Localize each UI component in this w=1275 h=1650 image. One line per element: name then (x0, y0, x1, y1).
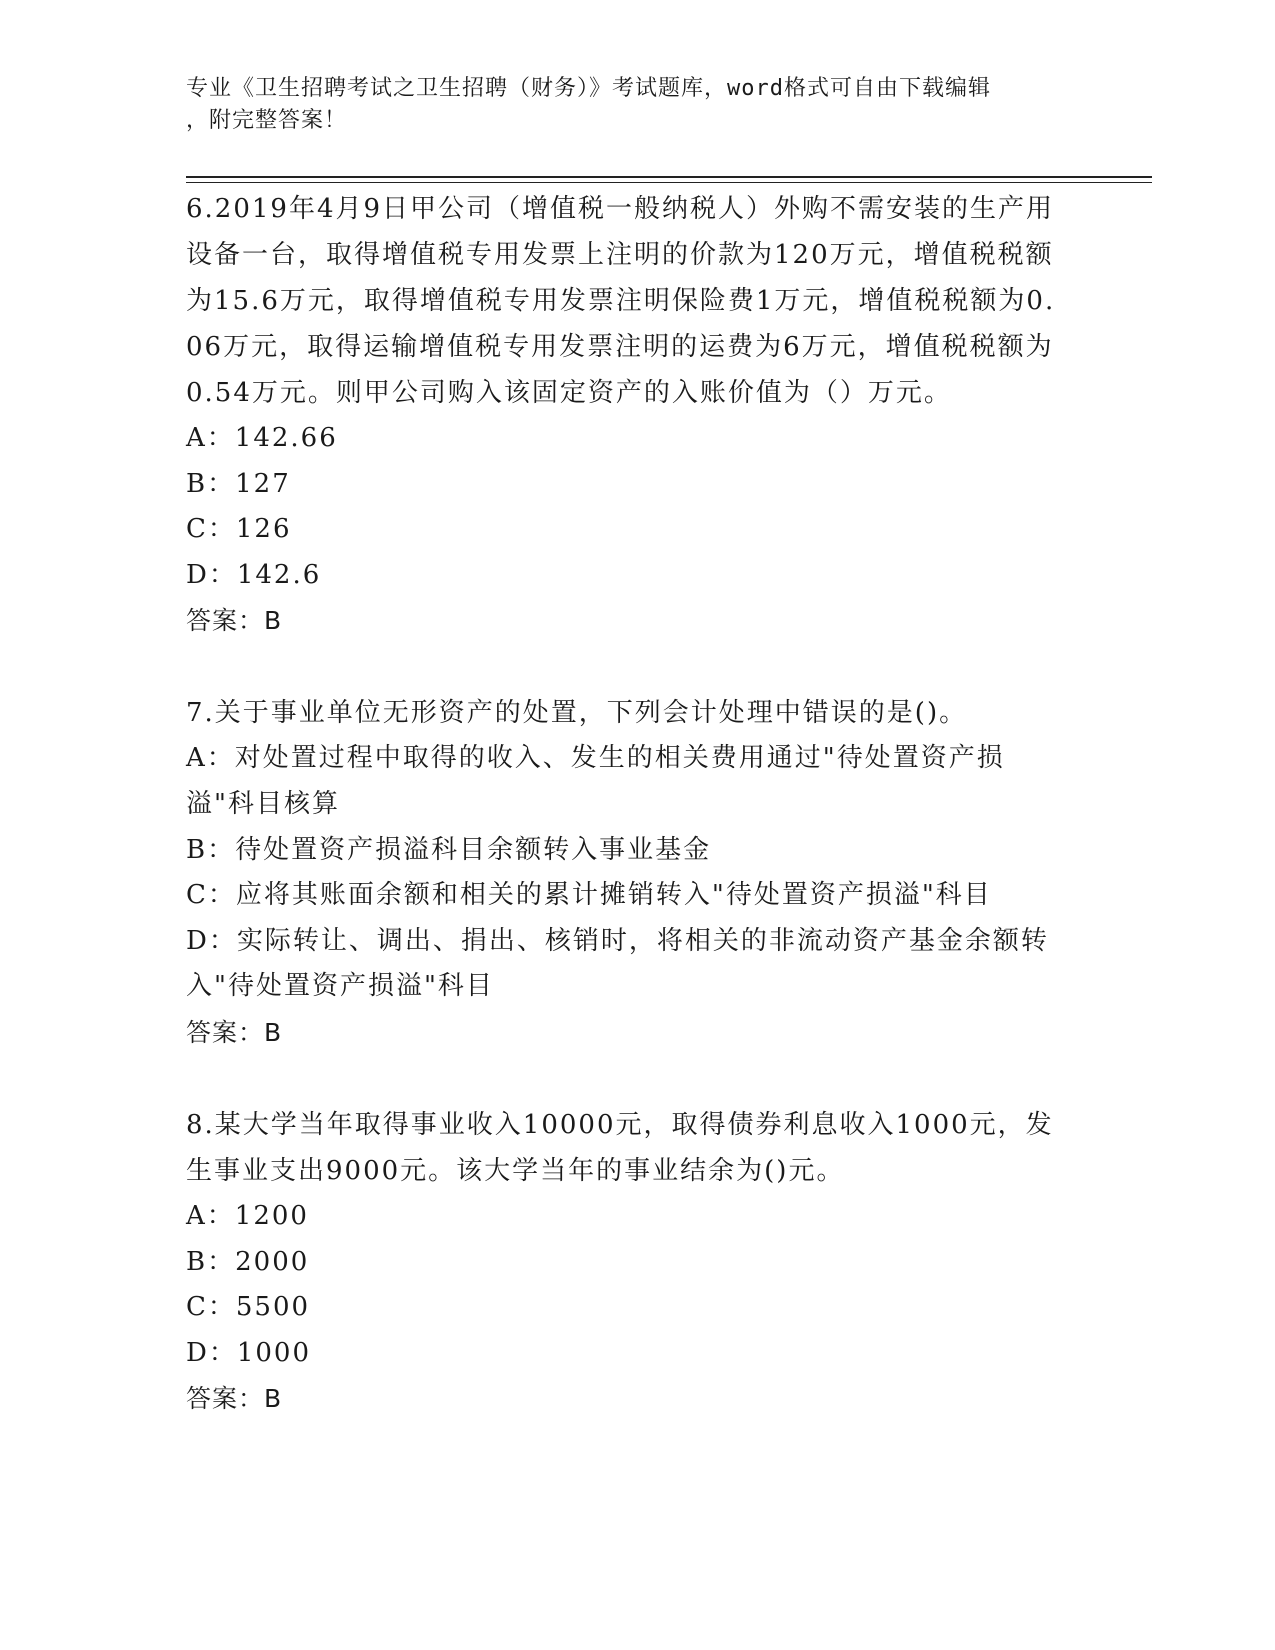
option-d: D：142.6 (186, 559, 322, 590)
header-line-2: ，附完整答案！ (186, 108, 348, 133)
option-b: B：2000 (186, 1246, 310, 1277)
option-a: A：对处置过程中取得的收入、发生的相关费用通过"待处置资产损溢"科目核算 (186, 743, 1005, 819)
spacer (186, 1056, 1071, 1102)
answer-label: 答案：B (186, 1384, 283, 1414)
question-list (186, 186, 1071, 1422)
header-line-1: 专业《卫生招聘考试之卫生招聘（财务）》考试题库，word格式可自由下载编辑 (186, 76, 991, 101)
option-c: C：应将其账面余额和相关的累计摊销转入"待处置资产损溢"科目 (186, 880, 992, 911)
question-text: 8.某大学当年取得事业收入10000元，取得债券利息收入1000元，发生事业支出9000元。该大学当年的事业结余为()元。 (186, 1109, 1054, 1186)
option-a: A：1200 (186, 1200, 309, 1231)
option-b: B：待处置资产损溢科目余额转入事业基金 (186, 834, 712, 865)
answer-label: 答案：B (186, 606, 283, 636)
option-c: C：5500 (186, 1292, 311, 1323)
question-6 (186, 186, 1071, 644)
header-divider-thick (186, 176, 1152, 178)
header-divider-thin (186, 182, 1152, 183)
option-b: B：127 (186, 468, 291, 499)
option-d: D：实际转让、调出、捐出、核销时，将相关的非流动资产基金余额转入"待处置资产损溢"科目 (186, 925, 1049, 1002)
question-text: 6.2019年4月9日甲公司（增值税一般纳税人）外购不需安装的生产用设备一台，取得增值税专用发票上注明的价款为120万元，增值税税额为15.6万元，取得增值税专用发票注明保险费1万元，增值税税额为0.06万元，取得运输增值税专用发票注明的运费为6万元，增值税税额为0.54万元。则甲公司购入该固定资产的入账价值为（）万元。 (186, 194, 1056, 408)
option-c: C：126 (186, 514, 292, 545)
spacer (186, 644, 1071, 690)
document-header (186, 73, 1066, 137)
option-d: D：1000 (186, 1337, 312, 1368)
question-7 (186, 690, 1071, 1056)
question-8 (186, 1102, 1071, 1422)
option-a: A：142.66 (186, 423, 338, 453)
answer-label: 答案：B (186, 1017, 283, 1047)
question-text: 7.关于事业单位无形资产的处置，下列会计处理中错误的是()。 (186, 698, 968, 729)
